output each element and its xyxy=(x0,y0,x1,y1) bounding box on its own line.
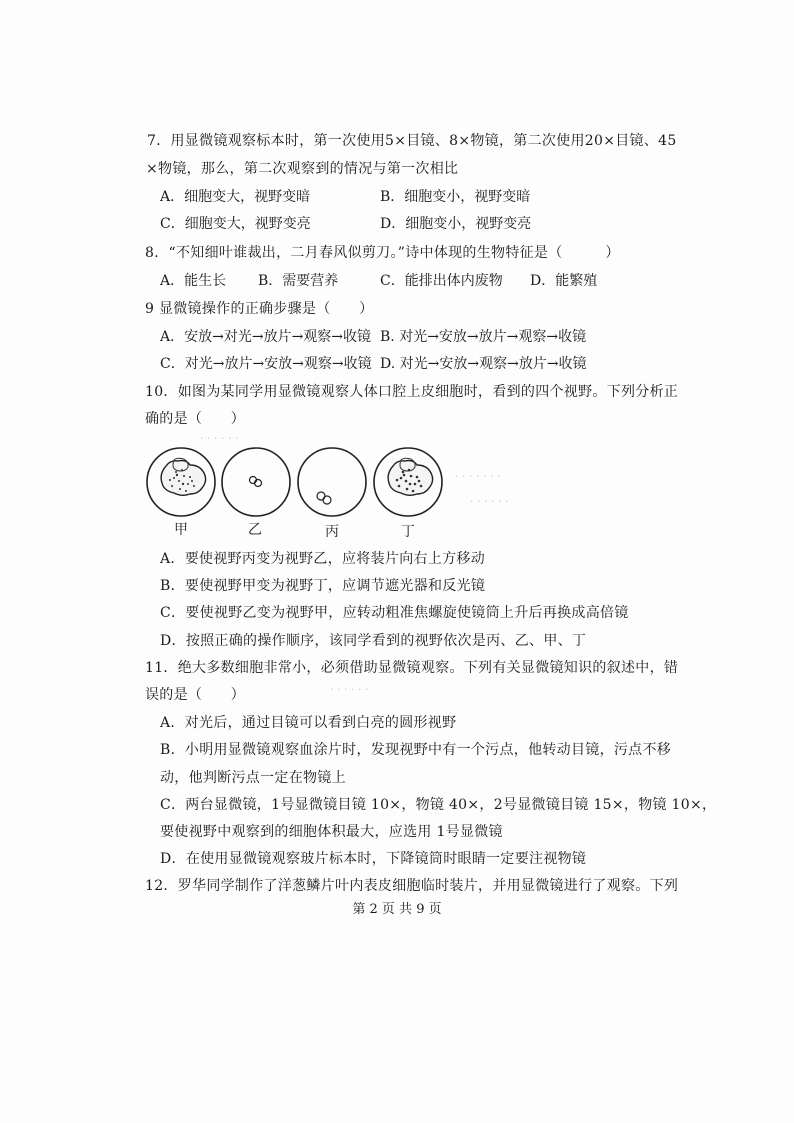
q8-option-d: D．能繁殖 xyxy=(530,273,598,289)
q10-stem-line1: 10．如图为某同学用显微镜观察人体口腔上皮细胞时，看到的四个视野。下列分析正 xyxy=(145,384,679,400)
scan-noise: · · · · · · xyxy=(200,432,239,445)
q10-stem-line2: 确的是（ ） xyxy=(145,411,246,427)
microscope-fields-figure xyxy=(144,446,444,542)
q11-option-c-line1: C．两台显微镜，1号显微镜目镜 10×，物镜 40×，2号显微镜目镜 15×，物镜 10×， xyxy=(160,797,717,813)
q8-option-a: A．能生长 xyxy=(160,273,227,289)
q7-option-c: C．细胞变大，视野变亮 xyxy=(160,216,311,232)
q11-option-a: A．对光后，通过目镜可以看到白亮的圆形视野 xyxy=(160,715,457,731)
q7-option-a: A．细胞变大，视野变暗 xyxy=(160,189,311,205)
q10-option-c: C．要使视野乙变为视野甲，应转动粗准焦螺旋使镜筒上升后再换成高倍镜 xyxy=(160,605,629,621)
q10-option-a: A．要使视野丙变为视野乙，应将装片向右上方移动 xyxy=(160,551,486,567)
q11-option-b-line2: 动，他判断污点一定在物镜上 xyxy=(160,770,346,786)
q7-option-b: B．细胞变小，视野变暗 xyxy=(380,189,531,205)
q7-options-row2 xyxy=(160,215,620,233)
field-label-ding: 丁 xyxy=(401,524,415,540)
microscope-fields-svg xyxy=(144,446,444,526)
q11-option-c-line2: 要使视野中观察到的细胞体积最大，应选用 1号显微镜 xyxy=(160,824,503,840)
q8-stem: 8．“不知细叶谁裁出，二月春风似剪刀。”诗中体现的生物特征是（ ） xyxy=(145,245,620,261)
q8-option-c: C．能排出体内废物 xyxy=(380,273,503,289)
q9-stem: 9 显微镜操作的正确步骤是（ ） xyxy=(145,301,374,317)
scan-noise: · · · · · · · xyxy=(455,470,501,483)
page-number-footer: 第 2 页 共 9 页 xyxy=(352,902,442,917)
q10-option-d: D．按照正确的操作顺序，该同学看到的视野依次是丙、乙、甲、丁 xyxy=(160,633,587,649)
q7-options-row1 xyxy=(160,188,620,206)
q7-stem-line2: ×物镜，那么，第二次观察到的情况与第一次相比 xyxy=(146,161,459,177)
q9-option-c: C．对光→放片→安放→观察→收镜 xyxy=(160,356,372,372)
field-yi xyxy=(222,448,290,516)
q8-option-b: B．需要营养 xyxy=(258,273,339,289)
q11-option-d: D．在使用显微镜观察玻片标本时，下降镜筒时眼睛一定要注视物镜 xyxy=(160,851,587,867)
q12-stem-line1: 12．罗华同学制作了洋葱鳞片叶内表皮细胞临时装片，并用显微镜进行了观察。下列 xyxy=(145,878,679,894)
q8-options xyxy=(160,272,620,290)
q11-stem-line1: 11．绝大多数细胞非常小，必须借助显微镜观察。下列有关显微镜知识的叙述中，错 xyxy=(145,660,679,676)
field-jia xyxy=(147,448,215,516)
q9-option-a: A．安放→对光→放片→观察→收镜 xyxy=(160,329,372,345)
q11-stem-line2: 误的是（ ） xyxy=(145,687,246,703)
q7-option-d: D．细胞变小，视野变亮 xyxy=(380,216,532,232)
field-label-bing: 丙 xyxy=(325,524,339,540)
field-label-yi: 乙 xyxy=(248,522,262,538)
q9-option-d: D. 对光→安放→观察→放片→收镜 xyxy=(380,356,587,372)
q9-options-row1 xyxy=(160,328,620,346)
field-ding xyxy=(374,448,442,516)
field-label-jia: 甲 xyxy=(174,522,188,538)
field-bing xyxy=(298,448,366,516)
scan-noise: · · · · · · xyxy=(330,683,369,696)
q9-options-row2 xyxy=(160,355,620,373)
scan-noise: · · · · · · xyxy=(470,495,509,508)
q11-option-b-line1: B．小明用显微镜观察血涂片时，发现视野中有一个污点，他转动目镜，污点不移 xyxy=(160,742,672,758)
q7-stem-line1: 7．用显微镜观察标本时，第一次使用5×目镜、8×物镜，第二次使用20×目镜、45 xyxy=(147,133,677,149)
q9-option-b: B. 对光→安放→放片→观察→收镜 xyxy=(380,329,587,345)
q10-option-b: B．要使视野甲变为视野丁，应调节遮光器和反光镜 xyxy=(160,578,486,594)
